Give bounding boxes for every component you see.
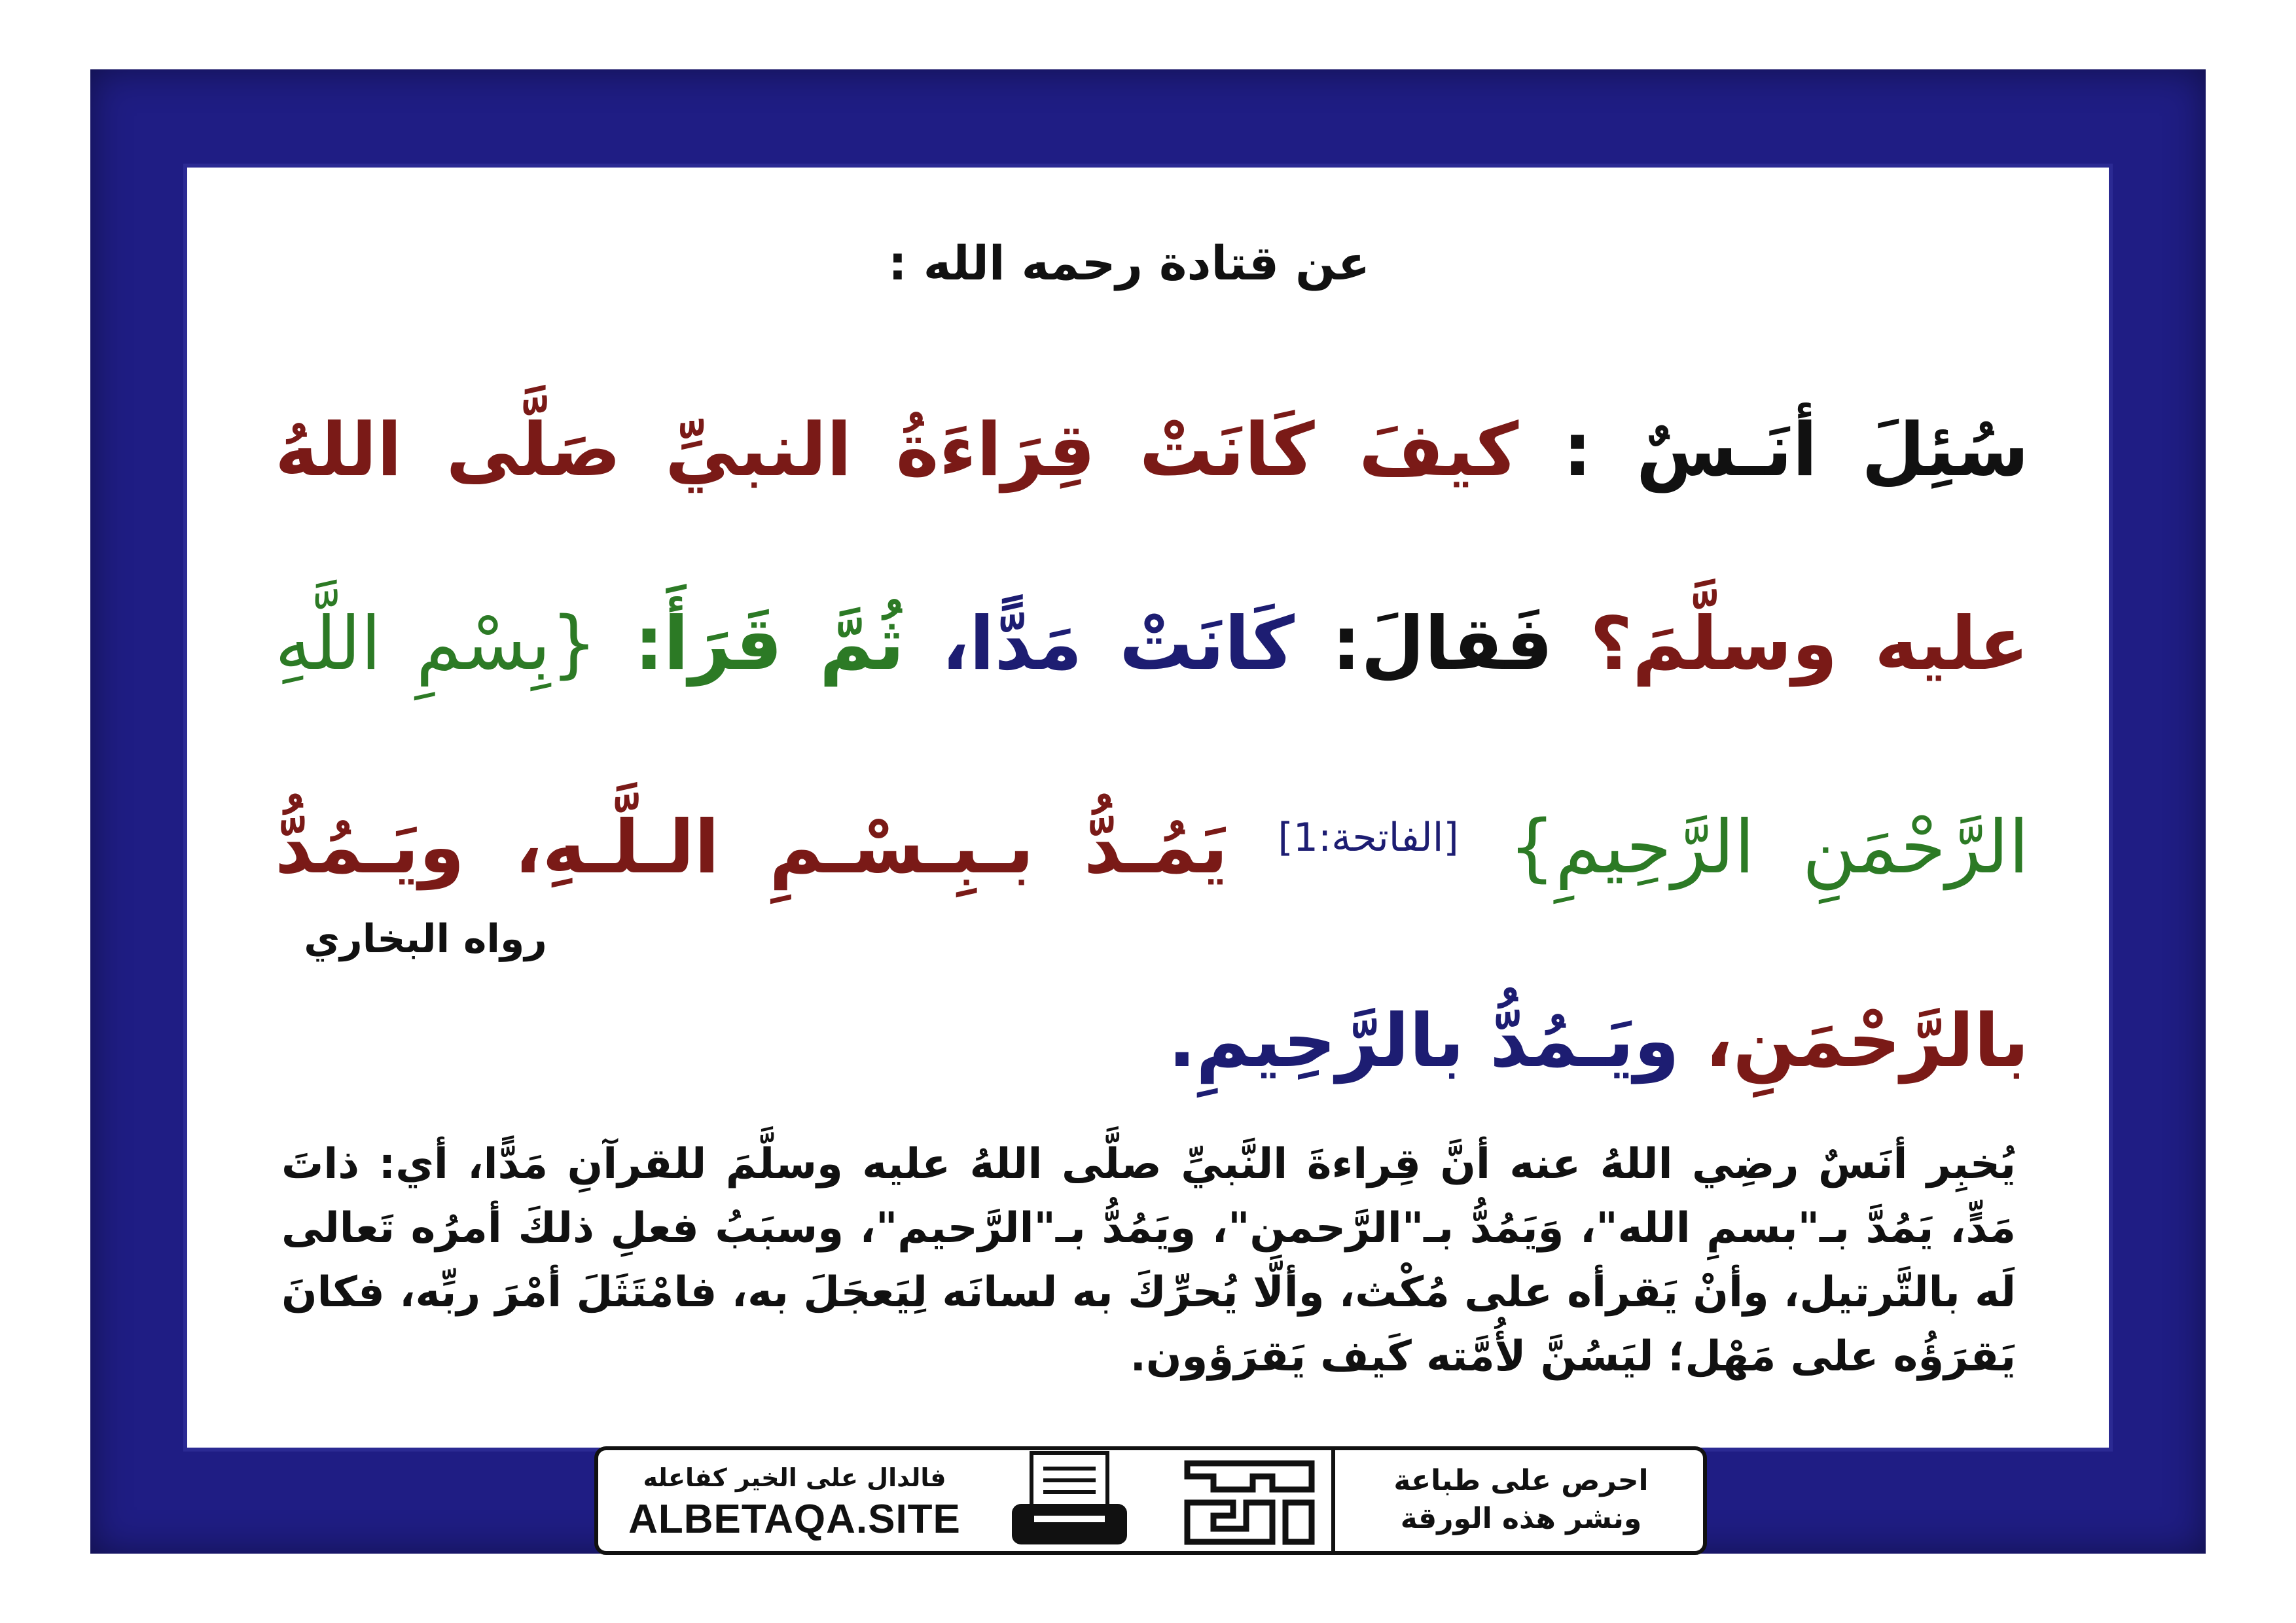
intro-heading: عن قتادة رحمه الله :	[888, 236, 1371, 291]
hadith-part-then-read: ثُمَّ قَرَأَ:	[634, 601, 905, 687]
quran-reference: [الفاتحة:1]	[1278, 815, 1459, 861]
logo-icon	[1174, 1450, 1325, 1551]
footer-divider	[1331, 1450, 1335, 1551]
explanation-text: يُخبِر أنَسٌ رضِي اللهُ عنه أنَّ قِراءةَ النَّبيِّ صلَّى اللهُ عليه وسلَّمَ للقرآنِ مَدًّا، أي: ذاتَ مَدٍّ، يَمُدَّ بـ"بسمِ الله"، وَيَمُدُّ بـ"الرَّحمن"، ويَمُدُّ بـ"الرَّحيم"، وسبَبُ فعلِ ذلكَ أمرُه تَعالى لَه بالتَّرتيل، وأنْ يَقرأه على مُكْث، وألَّا يُحرِّكَ به لسانَه لِيَعجَلَ به، فامْتَثَلَ أمْرَ ربِّه، فكانَ يَقرَؤُه على مَهْل؛ ليَسُنَّ لأُمَّته كَيف يَقرَؤون.	[281, 1140, 2016, 1381]
footer-print-call	[1338, 1450, 1704, 1551]
hadith-part-answer: كَانَتْ مَدًّا،	[941, 601, 1295, 687]
site-url[interactable]: ALBETAQA.SITE	[628, 1497, 961, 1542]
footer-print-line1: احرص على طباعة	[1393, 1464, 1649, 1497]
hadith-part-question: كيفَ كَانَتْ قِرَاءَةُ النبيِّ صَلَّى اللهُ عليه وسلَّمَ؟	[275, 408, 2029, 687]
footer-print-line2: ونشر هذه الورقة	[1400, 1502, 1642, 1535]
footer-banner	[594, 1446, 1707, 1555]
narrator-source: رواه البخاري	[304, 916, 547, 962]
hadith-part-answer-intro: فَقالَ:	[1331, 601, 1553, 687]
hadith-part-madd-rahim: ويَـمُدُّ بالرَّحِيمِ.	[1168, 999, 1680, 1084]
hadith-part-madd: يَمُـدُّ بـبِـسْـمِ الـلَّـهِ، ويَـمُدُّ بالرَّحْمَنِ،	[275, 805, 2029, 1084]
hadith-part-question-intro: سُئِلَ أنَـسٌ :	[1562, 408, 2029, 493]
hadith-text	[275, 353, 2029, 1138]
footer-motto: فالدال على الخير كفاعله	[643, 1463, 946, 1492]
hadith-part-basmala: {بِسْمِ اللَّهِ الرَّحْمَنِ الرَّحِيمِ}	[275, 601, 2030, 890]
printer-icon	[997, 1450, 1141, 1551]
footer-site-block	[598, 1450, 991, 1551]
